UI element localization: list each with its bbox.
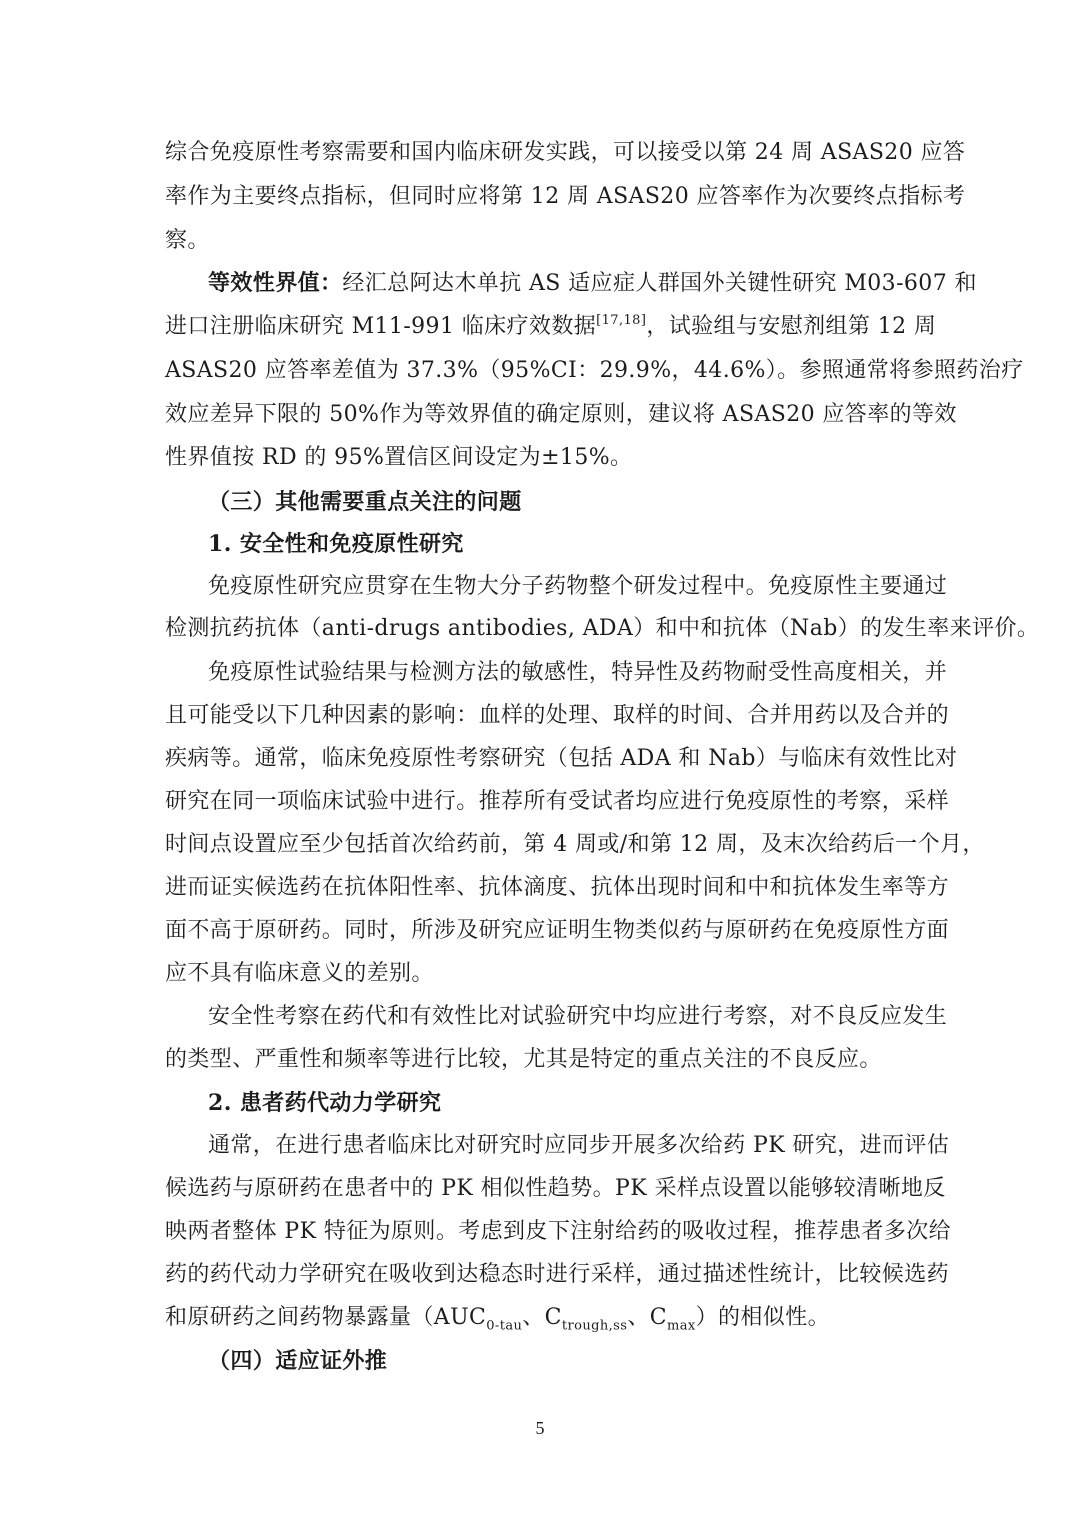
- paragraph-line: [165, 312, 936, 342]
- text-span: 经汇总阿达木单抗 AS 适应症人群国外关键性研究 M03-607 和: [342, 271, 977, 296]
- subscript: 0-tau: [486, 1318, 523, 1334]
- section-heading: （三）其他需要重点关注的问题: [208, 489, 522, 515]
- subscript: max: [666, 1318, 696, 1334]
- paragraph-line: 面不高于原研药。同时，所涉及研究应证明生物类似药与原研药在免疫原性方面: [165, 918, 950, 943]
- text-span: 进口注册临床研究 M11-991 临床疗效数据: [165, 314, 597, 339]
- paragraph-line: 研究在同一项临床试验中进行。推荐所有受试者均应进行免疫原性的考察，采样: [165, 789, 950, 814]
- paragraph-line: 性界值按 RD 的 95%置信区间设定为±15%。: [165, 445, 633, 470]
- paragraph-line: [165, 1303, 830, 1341]
- subsection-heading: 2. 患者药代动力学研究: [208, 1090, 442, 1116]
- paragraph-line: 率作为主要终点指标，但同时应将第 12 周 ASAS20 应答率作为次要终点指标考: [165, 184, 966, 209]
- paragraph-line: [208, 268, 977, 299]
- paragraph-line: 综合免疫原性考察需要和国内临床研发实践，可以接受以第 24 周 ASAS20 应答: [165, 140, 966, 165]
- subscript: trough,ss: [561, 1318, 628, 1334]
- paragraph-line: 察。: [165, 228, 210, 253]
- paragraph-line: 安全性考察在药代和有效性比对试验研究中均应进行考察，对不良反应发生: [208, 1004, 948, 1029]
- paragraph-line: 检测抗药抗体（anti-drugs antibodies, ADA）和中和抗体（Nab）的发生率来评价。: [165, 616, 1040, 641]
- paragraph-line: 映两者整体 PK 特征为原则。考虑到皮下注射给药的吸收过程，推荐患者多次给: [165, 1219, 952, 1244]
- subsection-heading: 1. 安全性和免疫原性研究: [208, 531, 464, 557]
- paragraph-line: 药的药代动力学研究在吸收到达稳态时进行采样，通过描述性统计，比较候选药: [165, 1262, 950, 1287]
- page-number: 5: [535, 1418, 545, 1438]
- paragraph-line: 效应差异下限的 50%作为等效界值的确定原则，建议将 ASAS20 应答率的等效: [165, 402, 957, 427]
- paragraph-line: 应不具有临床意义的差别。: [165, 961, 434, 986]
- text-span: 、C: [522, 1305, 562, 1330]
- paragraph-line: 候选药与原研药在患者中的 PK 相似性趋势。PK 采样点设置以能够较清晰地反: [165, 1176, 946, 1201]
- paragraph-line: 进而证实候选药在抗体阳性率、抗体滴度、抗体出现时间和中和抗体发生率等方: [165, 875, 950, 900]
- text-span: 、C: [627, 1305, 667, 1330]
- citation-ref: [17,18]: [596, 313, 647, 328]
- text-span: ）的相似性。: [695, 1305, 830, 1330]
- paragraph-line: 且可能受以下几种因素的影响：血样的处理、取样的时间、合并用药以及合并的: [165, 703, 950, 728]
- paragraph-line: 免疫原性试验结果与检测方法的敏感性，特异性及药物耐受性高度相关，并: [208, 660, 948, 685]
- section-heading: （四）适应证外推: [208, 1348, 388, 1374]
- text-span: ，试验组与安慰剂组第 12 周: [646, 314, 937, 339]
- paragraph-line: ASAS20 应答率差值为 37.3%（95%CI：29.9%，44.6%）。参照通常将参照药治疗: [165, 358, 1024, 383]
- text-span: 和原研药之间药物暴露量（AUC: [165, 1305, 487, 1330]
- term-label: 等效性界值：: [208, 270, 343, 296]
- paragraph-line: 免疫原性研究应贯穿在生物大分子药物整个研发过程中。免疫原性主要通过: [208, 574, 948, 599]
- paragraph-line: 通常，在进行患者临床比对研究时应同步开展多次给药 PK 研究，进而评估: [208, 1133, 950, 1158]
- paragraph-line: 的类型、严重性和频率等进行比较，尤其是特定的重点关注的不良反应。: [165, 1047, 882, 1072]
- paragraph-line: 疾病等。通常，临床免疫原性考察研究（包括 ADA 和 Nab）与临床有效性比对: [165, 746, 958, 771]
- paragraph-line: 时间点设置应至少包括首次给药前，第 4 周或/和第 12 周，及末次给药后一个月，: [165, 832, 985, 857]
